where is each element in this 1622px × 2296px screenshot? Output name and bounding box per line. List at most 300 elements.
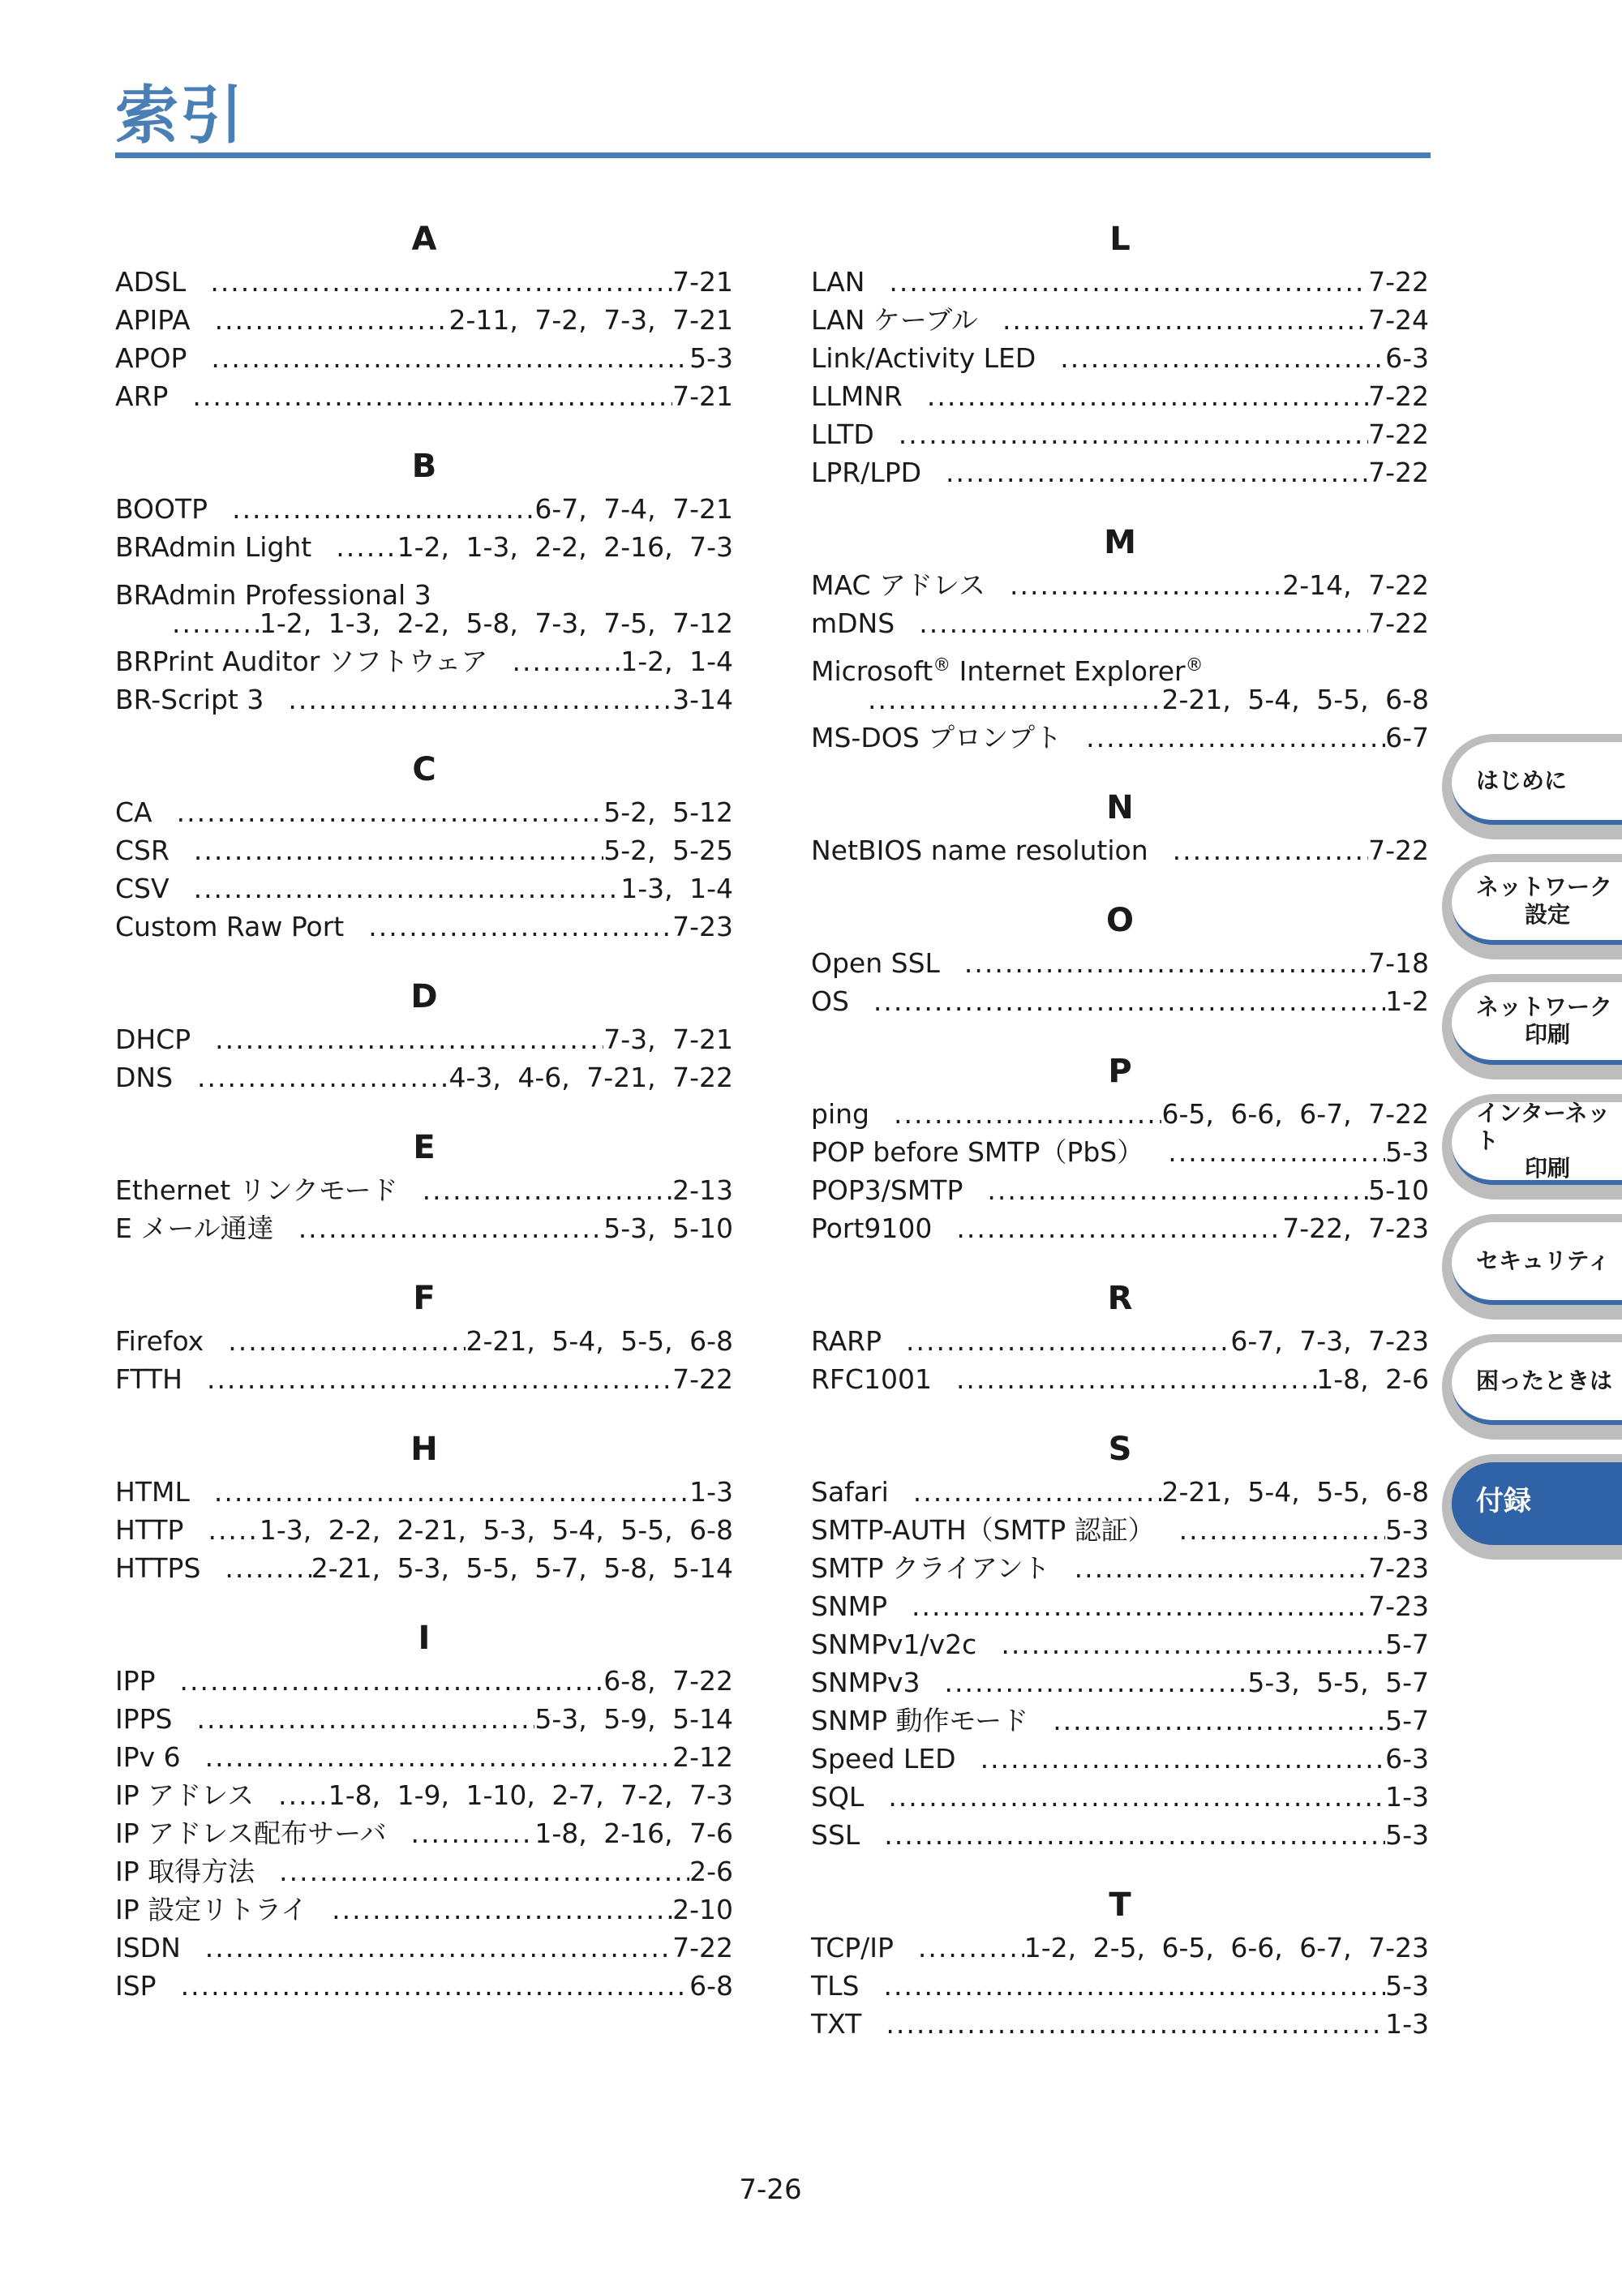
dot-leader bbox=[884, 1816, 1385, 1854]
entry-term: BOOTP bbox=[115, 493, 208, 525]
dot-leader bbox=[1053, 1702, 1385, 1740]
entry-pages: 7-22 bbox=[1368, 418, 1429, 450]
tab-label-line2: 印刷 bbox=[1525, 1155, 1571, 1182]
entry-term: IP 取得方法 bbox=[115, 1856, 255, 1887]
chapter-tab-label bbox=[1452, 862, 1622, 945]
entry-pages: 5-3, 5-5, 5-7 bbox=[1247, 1667, 1429, 1698]
index-entry bbox=[811, 453, 1429, 491]
dot-leader bbox=[181, 1967, 690, 2005]
dot-leader bbox=[1179, 1511, 1385, 1549]
dot-leader bbox=[180, 1662, 604, 1700]
index-entry bbox=[811, 1929, 1429, 1967]
chapter-tab-label bbox=[1452, 982, 1622, 1065]
entry-term: Open SSL bbox=[811, 947, 940, 979]
tab-label-line1: 付録 bbox=[1476, 1485, 1531, 1517]
index-entry bbox=[811, 680, 1429, 719]
index-entry bbox=[115, 604, 733, 642]
index-section-n bbox=[811, 788, 1429, 869]
index-entry bbox=[115, 566, 733, 611]
dot-leader bbox=[197, 1058, 448, 1097]
dot-leader bbox=[1173, 831, 1368, 869]
index-entry bbox=[115, 1209, 733, 1247]
tab-label-line2: 印刷 bbox=[1525, 1021, 1571, 1048]
entry-term: LAN ケーブル bbox=[811, 304, 978, 336]
entry-pages: 6-7, 7-3, 7-23 bbox=[1230, 1325, 1429, 1357]
entry-term: DHCP bbox=[115, 1024, 191, 1055]
entry-term: ADSL bbox=[115, 266, 187, 298]
index-entry bbox=[115, 263, 733, 301]
index-entry bbox=[811, 1967, 1429, 2005]
dot-leader bbox=[889, 263, 1368, 301]
dot-leader bbox=[927, 377, 1368, 415]
entry-pages: 5-3 bbox=[1385, 1136, 1429, 1168]
entry-pages: 7-22 bbox=[1368, 607, 1429, 639]
index-entry bbox=[115, 1511, 733, 1549]
index-entry bbox=[811, 1511, 1429, 1549]
entry-term: BR-Script 3 bbox=[115, 684, 264, 715]
entry-pages: 7-23 bbox=[1368, 1590, 1429, 1622]
chapter-tab-label bbox=[1452, 742, 1622, 825]
entry-pages: 1-2, 1-4 bbox=[620, 646, 733, 677]
chapter-tab-2[interactable] bbox=[1442, 854, 1622, 959]
section-letter: P bbox=[1108, 1053, 1132, 1090]
entry-pages: 6-3 bbox=[1385, 342, 1429, 374]
entry-pages: 5-7 bbox=[1385, 1705, 1429, 1736]
index-entry bbox=[811, 1587, 1429, 1625]
chapter-tab-label bbox=[1452, 1342, 1622, 1425]
index-section-m bbox=[811, 522, 1429, 757]
entry-term: RARP bbox=[811, 1325, 882, 1357]
index-entry bbox=[115, 339, 733, 377]
entry-term: DNS bbox=[115, 1062, 174, 1093]
index-entry bbox=[115, 377, 733, 415]
entry-pages: 6-7, 7-4, 7-21 bbox=[534, 493, 733, 525]
entry-pages: 2-6 bbox=[689, 1856, 733, 1887]
tab-label-line1: はじめに bbox=[1476, 767, 1568, 794]
dot-leader bbox=[899, 415, 1368, 453]
entry-term: RFC1001 bbox=[811, 1363, 932, 1395]
dot-leader bbox=[215, 1020, 603, 1058]
section-letter: C bbox=[412, 751, 436, 788]
entry-term: ARP bbox=[115, 380, 169, 412]
tab-label-line1: ネットワーク bbox=[1476, 873, 1613, 900]
index-entry bbox=[811, 642, 1429, 687]
entry-pages: 3-14 bbox=[672, 684, 733, 715]
entry-pages: 7-22, 7-23 bbox=[1282, 1212, 1429, 1244]
dot-leader bbox=[956, 1360, 1316, 1398]
entry-term: IP アドレス配布サーバ bbox=[115, 1817, 387, 1849]
index-entry bbox=[115, 1700, 733, 1738]
dot-leader bbox=[410, 1814, 534, 1852]
entry-pages: 7-21 bbox=[672, 266, 733, 298]
dot-leader bbox=[278, 1776, 328, 1814]
section-letter: H bbox=[410, 1431, 438, 1468]
index-entry bbox=[811, 301, 1429, 339]
entry-term: Firefox bbox=[115, 1325, 204, 1357]
index-entry bbox=[811, 1816, 1429, 1854]
entry-term: OS bbox=[811, 985, 849, 1017]
entry-pages: 2-21, 5-4, 5-5, 6-8 bbox=[466, 1325, 733, 1357]
entry-pages: 7-23 bbox=[672, 911, 733, 942]
index-entry bbox=[811, 944, 1429, 982]
index-entry bbox=[811, 604, 1429, 642]
dot-leader bbox=[288, 680, 672, 719]
index-entry bbox=[115, 1058, 733, 1097]
entry-pages: 1-8, 2-16, 7-6 bbox=[534, 1817, 733, 1849]
index-entry bbox=[811, 1322, 1429, 1360]
dot-leader bbox=[368, 908, 672, 946]
index-entry bbox=[811, 1171, 1429, 1209]
tab-label-line1: インターネット bbox=[1476, 1100, 1611, 1154]
entry-pages: 5-7 bbox=[1385, 1629, 1429, 1660]
entry-pages: 6-5, 6-6, 6-7, 7-22 bbox=[1161, 1098, 1429, 1130]
index-section-d bbox=[115, 976, 733, 1097]
index-entry bbox=[811, 719, 1429, 757]
entry-term: LLMNR bbox=[811, 380, 903, 412]
index-entry bbox=[115, 1814, 733, 1852]
entry-term: FTTH bbox=[115, 1363, 182, 1395]
dot-leader bbox=[208, 1511, 259, 1549]
entry-pages: 2-21, 5-3, 5-5, 5-7, 5-8, 5-14 bbox=[311, 1552, 733, 1584]
index-entry bbox=[115, 1549, 733, 1587]
chapter-tab-7[interactable] bbox=[1442, 1454, 1622, 1560]
index-entry bbox=[115, 1967, 733, 2005]
dot-leader bbox=[946, 453, 1368, 491]
dot-leader bbox=[228, 1322, 466, 1360]
chapter-tab-6[interactable] bbox=[1442, 1334, 1622, 1440]
entry-term: E メール通達 bbox=[115, 1212, 274, 1244]
entry-pages: 1-2, 1-3, 2-2, 5-8, 7-3, 7-5, 7-12 bbox=[259, 607, 733, 639]
entry-pages: 7-22 bbox=[1368, 266, 1429, 298]
index-entry bbox=[115, 301, 733, 339]
dot-leader bbox=[886, 2005, 1385, 2043]
index-entry bbox=[115, 642, 733, 680]
index-entry bbox=[115, 1171, 733, 1209]
entry-term: IPPS bbox=[115, 1703, 173, 1735]
index-section-h bbox=[115, 1429, 733, 1587]
dot-leader bbox=[205, 1929, 672, 1967]
index-entry bbox=[811, 566, 1429, 604]
index-entry bbox=[811, 831, 1429, 869]
entry-pages: 1-2 bbox=[1385, 985, 1429, 1017]
entry-term: NetBIOS name resolution bbox=[811, 835, 1148, 866]
entry-term: MAC アドレス bbox=[811, 569, 986, 601]
index-entry bbox=[811, 1663, 1429, 1702]
section-letter: B bbox=[411, 448, 437, 485]
section-letter: E bbox=[413, 1129, 436, 1166]
entry-pages: 2-14, 7-22 bbox=[1282, 569, 1429, 601]
index-section-a bbox=[115, 219, 733, 415]
entry-pages: 7-21 bbox=[672, 380, 733, 412]
entry-pages: 7-22 bbox=[1368, 457, 1429, 488]
index-entry bbox=[115, 1473, 733, 1511]
entry-term: ISDN bbox=[115, 1932, 181, 1963]
entry-pages: 1-3 bbox=[1385, 1781, 1429, 1813]
entry-pages: 5-3, 5-9, 5-14 bbox=[534, 1703, 733, 1735]
dot-leader bbox=[1010, 566, 1282, 604]
entry-pages: 1-8, 2-6 bbox=[1316, 1363, 1429, 1395]
entry-pages: 6-7 bbox=[1385, 722, 1429, 753]
index-column-left bbox=[115, 219, 733, 2036]
chapter-tab-4[interactable] bbox=[1442, 1094, 1622, 1199]
dot-leader bbox=[945, 1663, 1248, 1702]
chapter-tab-label bbox=[1452, 1102, 1622, 1185]
page-title: 索引 bbox=[115, 79, 246, 152]
entry-pages: 7-22 bbox=[672, 1932, 733, 1963]
dot-leader bbox=[980, 1740, 1386, 1778]
index-entry bbox=[115, 908, 733, 946]
dot-leader bbox=[214, 1473, 689, 1511]
dot-leader bbox=[332, 1890, 672, 1929]
entry-term: LAN bbox=[811, 266, 865, 298]
dot-leader bbox=[1168, 1133, 1385, 1171]
index-entry bbox=[115, 1929, 733, 1967]
dot-leader bbox=[512, 642, 620, 680]
index-entry bbox=[811, 1549, 1429, 1587]
dot-leader bbox=[211, 339, 689, 377]
dot-leader bbox=[964, 944, 1368, 982]
entry-term: LPR/LPD bbox=[811, 457, 922, 488]
entry-pages: 5-10 bbox=[1368, 1174, 1429, 1206]
entry-term: POP3/SMTP bbox=[811, 1174, 963, 1206]
entry-term: APOP bbox=[115, 342, 187, 374]
section-letter: L bbox=[1109, 221, 1131, 258]
entry-term: ISP bbox=[115, 1970, 157, 2002]
entry-pages: 2-10 bbox=[672, 1894, 733, 1925]
index-entry bbox=[115, 869, 733, 908]
entry-pages: 2-21, 5-4, 5-5, 6-8 bbox=[1161, 1476, 1429, 1508]
index-entry bbox=[115, 490, 733, 528]
entry-term: Port9100 bbox=[811, 1212, 933, 1244]
entry-term: Speed LED bbox=[811, 1743, 956, 1775]
entry-term: IP 設定リトライ bbox=[115, 1894, 308, 1925]
entry-pages: 5-3 bbox=[1385, 1514, 1429, 1546]
chapter-tab-label bbox=[1452, 1222, 1622, 1305]
section-letter: N bbox=[1106, 789, 1134, 826]
dot-leader bbox=[1075, 1549, 1368, 1587]
entry-term: IPP bbox=[115, 1665, 156, 1697]
section-letter: I bbox=[418, 1620, 431, 1657]
tab-label-line1: ネットワーク bbox=[1476, 994, 1613, 1020]
entry-term: IPv 6 bbox=[115, 1741, 181, 1773]
index-entry bbox=[811, 1360, 1429, 1398]
entry-term: TCP/IP bbox=[811, 1932, 894, 1963]
entry-term: SMTP クライアント bbox=[811, 1552, 1050, 1584]
section-letter: A bbox=[411, 221, 437, 258]
dot-leader bbox=[194, 831, 603, 869]
index-entry bbox=[811, 1209, 1429, 1247]
entry-term: HTML bbox=[115, 1476, 190, 1508]
index-section-l bbox=[811, 219, 1429, 491]
entry-term: CA bbox=[115, 796, 152, 828]
entry-term: APIPA bbox=[115, 304, 191, 336]
entry-term: HTTPS bbox=[115, 1552, 201, 1584]
index-entry bbox=[115, 1852, 733, 1890]
index-section-f bbox=[115, 1278, 733, 1398]
entry-pages: 1-2, 1-3, 2-2, 2-16, 7-3 bbox=[397, 531, 733, 563]
entry-term: mDNS bbox=[811, 607, 895, 639]
dot-leader bbox=[919, 604, 1368, 642]
dot-leader bbox=[913, 1473, 1162, 1511]
dot-leader bbox=[279, 1852, 689, 1890]
entry-term: Custom Raw Port bbox=[115, 911, 345, 942]
entry-pages: 5-2, 5-12 bbox=[603, 796, 733, 828]
section-letter: S bbox=[1108, 1431, 1132, 1468]
dot-leader bbox=[456, 566, 733, 604]
entry-term: POP before SMTP（PbS） bbox=[811, 1136, 1144, 1168]
section-letter: F bbox=[413, 1280, 436, 1317]
entry-term: SNMPv3 bbox=[811, 1667, 920, 1698]
index-entry bbox=[811, 1473, 1429, 1511]
entry-pages: 6-8 bbox=[689, 1970, 733, 2002]
entry-term: MS-DOS プロンプト bbox=[811, 722, 1062, 753]
index-entry bbox=[115, 1020, 733, 1058]
section-letter: T bbox=[1109, 1886, 1131, 1924]
entry-pages: 5-3 bbox=[689, 342, 733, 374]
section-letter: O bbox=[1105, 902, 1134, 939]
entry-pages: 7-22 bbox=[1368, 835, 1429, 866]
dot-leader bbox=[196, 1700, 534, 1738]
tab-label-line2: 設定 bbox=[1525, 901, 1571, 928]
index-entry bbox=[115, 1776, 733, 1814]
entry-pages: 6-8, 7-22 bbox=[603, 1665, 733, 1697]
dot-leader bbox=[225, 1549, 311, 1587]
dot-leader bbox=[205, 1738, 672, 1776]
index-entry bbox=[115, 1360, 733, 1398]
index-entry bbox=[811, 1740, 1429, 1778]
entry-term: BRPrint Auditor ソフトウェア bbox=[115, 646, 488, 677]
entry-pages: 2-12 bbox=[672, 1741, 733, 1773]
index-section-i bbox=[115, 1618, 733, 2005]
index-entry bbox=[811, 1133, 1429, 1171]
entry-pages: 2-21, 5-4, 5-5, 6-8 bbox=[1161, 684, 1429, 715]
dot-leader bbox=[956, 1209, 1282, 1247]
entry-term: SQL bbox=[811, 1781, 865, 1813]
section-letter: M bbox=[1104, 524, 1136, 561]
entry-term: ping bbox=[811, 1098, 869, 1130]
dot-leader bbox=[215, 301, 449, 339]
index-section-b bbox=[115, 446, 733, 719]
chapter-tab-1[interactable] bbox=[1442, 734, 1622, 839]
entry-pages: 6-3 bbox=[1385, 1743, 1429, 1775]
entry-term: BRAdmin Light bbox=[115, 531, 312, 563]
index-entry bbox=[115, 1662, 733, 1700]
dot-leader bbox=[894, 1095, 1161, 1133]
entry-pages: 5-2, 5-25 bbox=[603, 835, 733, 866]
entry-pages: 2-11, 7-2, 7-3, 7-21 bbox=[448, 304, 733, 336]
dot-leader bbox=[177, 793, 604, 831]
index-entry bbox=[115, 831, 733, 869]
index-section-r bbox=[811, 1278, 1429, 1398]
dot-leader bbox=[207, 1360, 672, 1398]
entry-pages: 7-22 bbox=[672, 1363, 733, 1395]
index-entry bbox=[811, 982, 1429, 1020]
entry-pages: 1-2, 2-5, 6-5, 6-6, 6-7, 7-23 bbox=[1023, 1932, 1429, 1963]
entry-pages: 7-3, 7-21 bbox=[603, 1024, 733, 1055]
entry-pages: 7-18 bbox=[1368, 947, 1429, 979]
index-entry bbox=[115, 1890, 733, 1929]
entry-term: CSR bbox=[115, 835, 169, 866]
entry-pages: 1-3 bbox=[689, 1476, 733, 1508]
dot-leader bbox=[1228, 642, 1429, 680]
dot-leader bbox=[918, 1929, 1024, 1967]
entry-pages: 4-3, 4-6, 7-21, 7-22 bbox=[448, 1062, 733, 1093]
chapter-tab-5[interactable] bbox=[1442, 1214, 1622, 1320]
entry-pages: 5-3 bbox=[1385, 1970, 1429, 2002]
entry-term: HTTP bbox=[115, 1514, 184, 1546]
index-entry bbox=[811, 1778, 1429, 1816]
section-letter: R bbox=[1107, 1280, 1133, 1317]
index-entry bbox=[811, 1702, 1429, 1740]
title-rule bbox=[115, 152, 1431, 158]
entry-term: Microsoft® Internet Explorer® bbox=[811, 655, 1204, 687]
dot-leader bbox=[873, 982, 1385, 1020]
dot-leader bbox=[868, 680, 1161, 719]
entry-pages: 1-3, 1-4 bbox=[620, 873, 733, 904]
dot-leader bbox=[987, 1171, 1368, 1209]
entry-term: IP アドレス bbox=[115, 1779, 255, 1811]
index-entry bbox=[115, 1322, 733, 1360]
entry-pages: 1-8, 1-9, 1-10, 2-7, 7-2, 7-3 bbox=[328, 1779, 733, 1811]
entry-term: Safari bbox=[811, 1476, 889, 1508]
dot-leader bbox=[1060, 339, 1385, 377]
index-entry bbox=[811, 377, 1429, 415]
index-entry bbox=[115, 680, 733, 719]
entry-term: Ethernet リンクモード bbox=[115, 1174, 398, 1206]
entry-pages: 7-23 bbox=[1368, 1552, 1429, 1584]
dot-leader bbox=[336, 528, 397, 566]
dot-leader bbox=[194, 869, 621, 908]
dot-leader bbox=[906, 1322, 1230, 1360]
dot-leader bbox=[912, 1587, 1368, 1625]
index-entry bbox=[811, 2005, 1429, 2043]
dot-leader bbox=[1086, 719, 1385, 757]
index-section-o bbox=[811, 900, 1429, 1020]
index-entry bbox=[811, 339, 1429, 377]
entry-term: SNMP 動作モード bbox=[811, 1705, 1029, 1736]
index-entry bbox=[115, 1738, 733, 1776]
entry-pages: 2-13 bbox=[672, 1174, 733, 1206]
entry-term: LLTD bbox=[811, 418, 874, 450]
entry-pages: 7-22 bbox=[1368, 380, 1429, 412]
dot-leader bbox=[1002, 301, 1368, 339]
dot-leader bbox=[192, 377, 672, 415]
entry-pages: 5-3, 5-10 bbox=[603, 1212, 733, 1244]
dot-leader bbox=[423, 1171, 672, 1209]
index-column-right bbox=[811, 219, 1429, 2074]
index-entry bbox=[811, 1095, 1429, 1133]
entry-term: TLS bbox=[811, 1970, 860, 2002]
tab-label-line1: 困ったときは bbox=[1476, 1367, 1613, 1394]
dot-leader bbox=[172, 604, 260, 642]
dot-leader bbox=[210, 263, 672, 301]
entry-pages: 5-3 bbox=[1385, 1819, 1429, 1851]
chapter-tab-label bbox=[1452, 1462, 1622, 1545]
entry-term: TXT bbox=[811, 2008, 862, 2040]
dot-leader bbox=[884, 1967, 1386, 2005]
index-section-e bbox=[115, 1127, 733, 1247]
entry-term: SMTP-AUTH（SMTP 認証） bbox=[811, 1514, 1155, 1546]
page-number: 7-26 bbox=[739, 2174, 802, 2206]
entry-pages: 1-3, 2-2, 2-21, 5-3, 5-4, 5-5, 6-8 bbox=[259, 1514, 733, 1546]
index-entry bbox=[115, 793, 733, 831]
entry-term: SNMPv1/v2c bbox=[811, 1629, 977, 1660]
index-entry bbox=[811, 415, 1429, 453]
dot-leader bbox=[232, 490, 534, 528]
dot-leader bbox=[1001, 1625, 1385, 1663]
tab-label-line1: セキュリティ bbox=[1476, 1247, 1611, 1274]
chapter-tab-3[interactable] bbox=[1442, 974, 1622, 1079]
